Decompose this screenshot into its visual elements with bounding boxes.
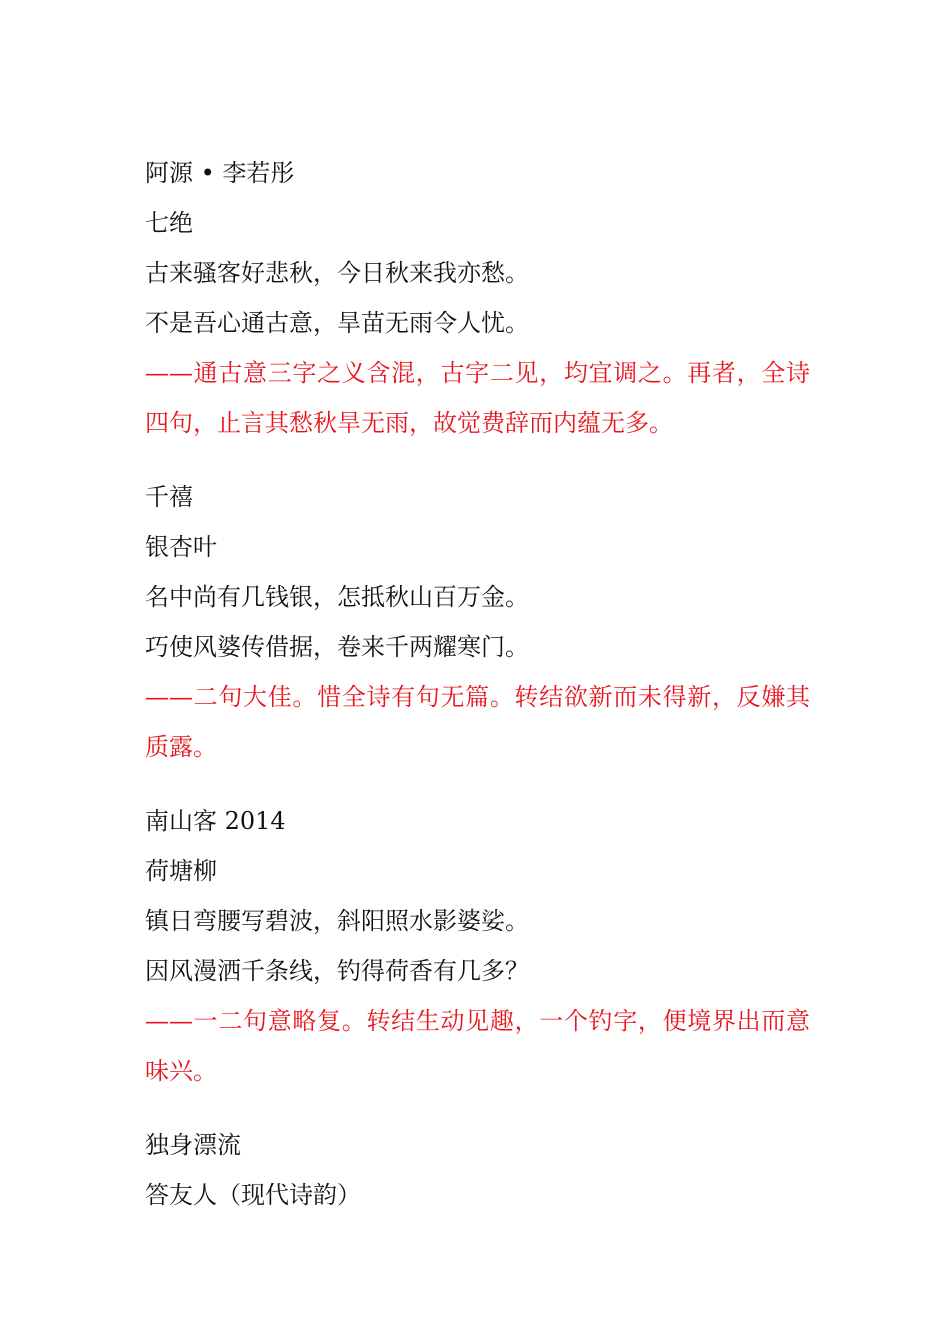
poem-title: 荷塘柳	[145, 857, 217, 885]
poem-critique: ——一二句意略复。转结生动见趣，一个钓字，便境界出而意味兴。	[145, 1007, 810, 1085]
poem-critique: ——通古意三字之义含混，古字二见，均宜调之。再者，全诗四句，止言其愁秋旱无雨，故觉费辞而内蕴无多。	[145, 359, 810, 437]
poem-entry	[145, 1120, 810, 1220]
poem-author: 独身漂流	[145, 1131, 241, 1159]
poem-line: 古来骚客好悲秋，今日秋来我亦愁。	[145, 259, 529, 287]
poem-entry	[145, 796, 810, 1096]
poem-author: 南山客 2014	[145, 807, 286, 835]
poem-line: 因风漫洒千条线，钓得荷香有几多？	[145, 957, 529, 985]
document-page	[145, 148, 810, 1220]
poem-title: 七绝	[145, 209, 193, 237]
poem-line: 不是吾心通古意，旱苗无雨令人忧。	[145, 309, 529, 337]
poem-entry	[145, 148, 810, 448]
entry-spacer	[145, 1096, 810, 1120]
poem-author: 千禧	[145, 483, 193, 511]
poem-line: 巧使风婆传借据，卷来千两耀寒门。	[145, 633, 529, 661]
poem-title: 银杏叶	[145, 533, 217, 561]
entry-spacer	[145, 772, 810, 796]
poem-title: 答友人（现代诗韵）	[145, 1181, 361, 1209]
poem-line: 镇日弯腰写碧波，斜阳照水影婆娑。	[145, 907, 529, 935]
entry-spacer	[145, 448, 810, 472]
poem-author: 阿源 • 李若彤	[145, 159, 295, 187]
poem-line: 名中尚有几钱银，怎抵秋山百万金。	[145, 583, 529, 611]
poem-entry	[145, 472, 810, 772]
poem-critique: ——二句大佳。惜全诗有句无篇。转结欲新而未得新，反嫌其质露。	[145, 683, 810, 761]
